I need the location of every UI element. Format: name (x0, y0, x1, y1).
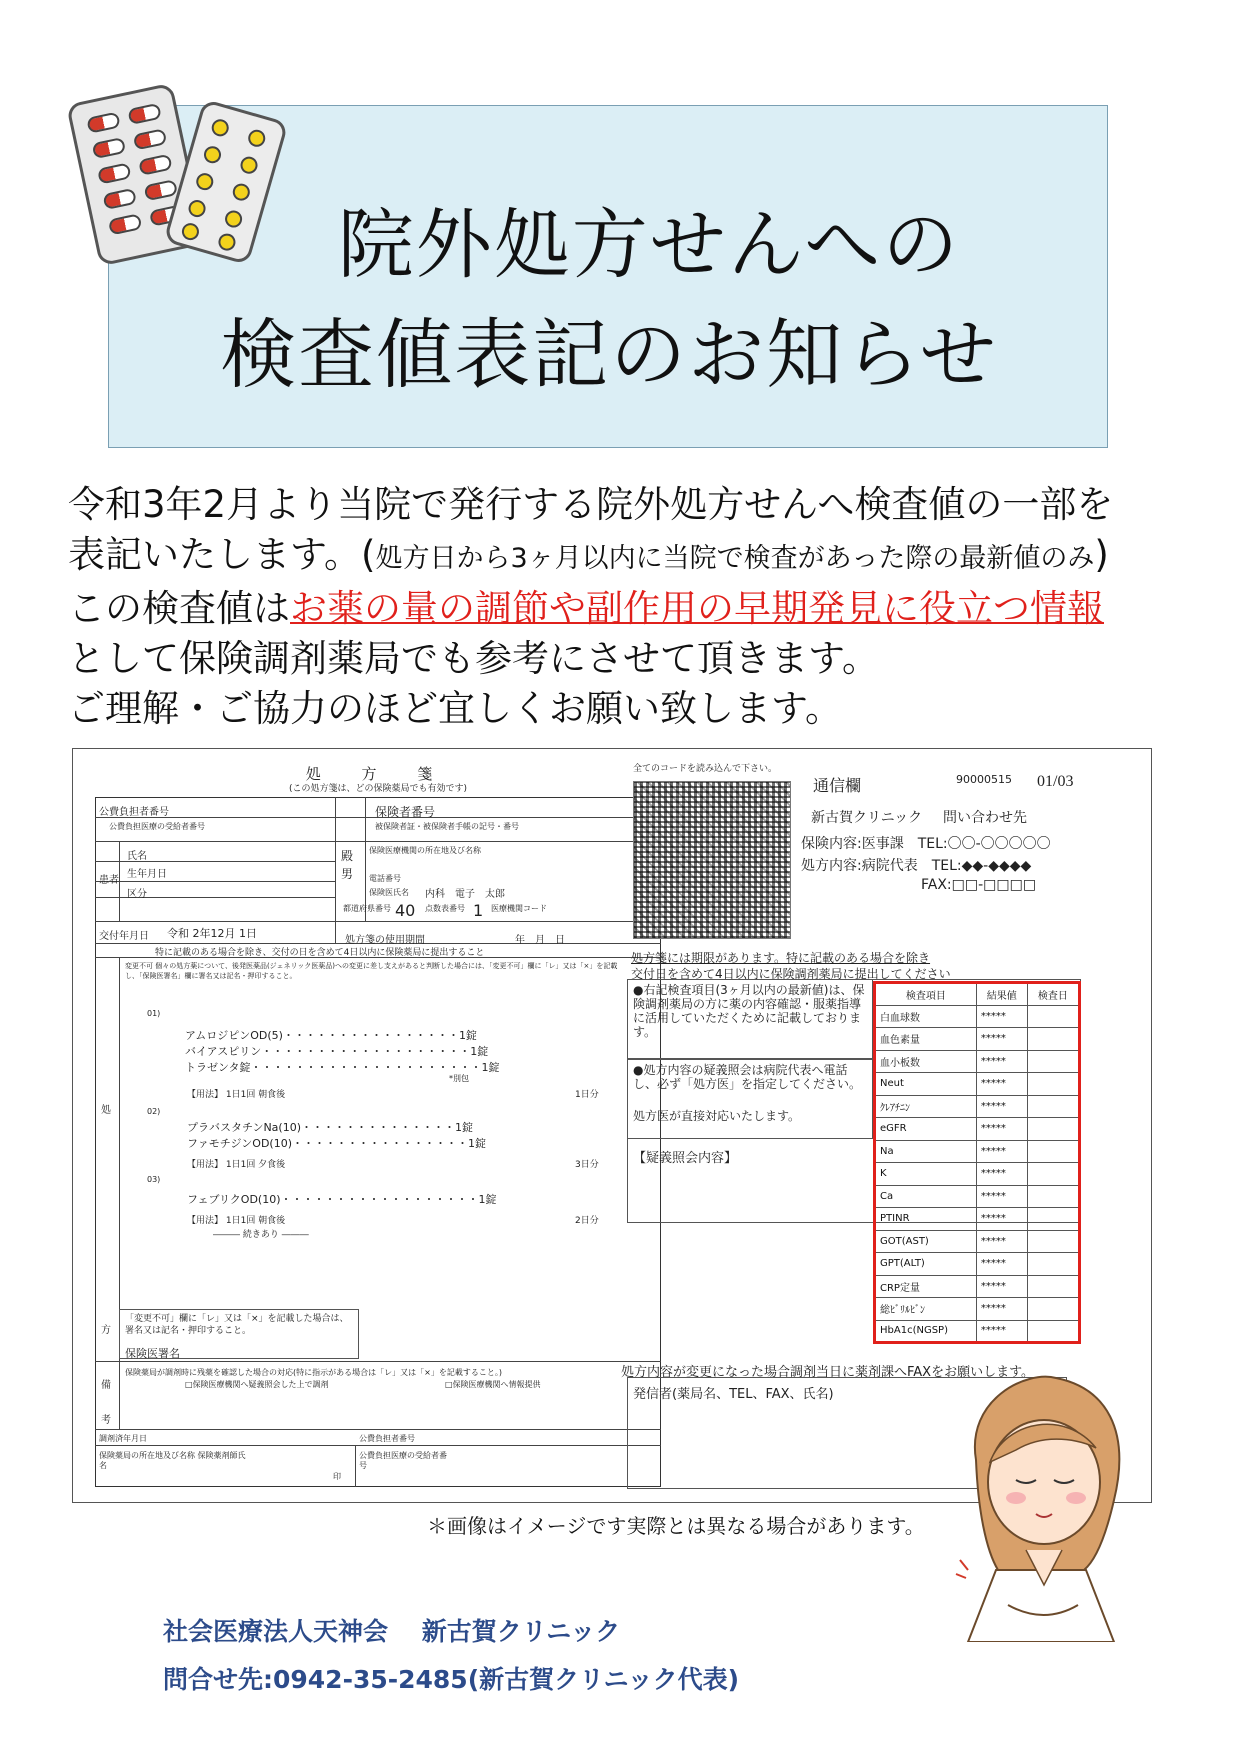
intro-line-1: 令和3年2月より当院で発行する院外処方せんへ検査値の一部を (68, 483, 1114, 526)
lab-cell-value: ***** (976, 1208, 1027, 1231)
form-subtitle: (この処方箋は、どの保険薬局でも有効です) (288, 784, 468, 794)
title-line-2: 検査値表記のお知らせ (220, 310, 998, 399)
lab-cell-value: ***** (976, 1298, 1027, 1321)
lab-cell-date (1027, 1185, 1079, 1208)
lab-cell-value: ***** (976, 1253, 1027, 1276)
lab-cell-date (1027, 1275, 1079, 1298)
lab-cell-item: Na (875, 1140, 977, 1163)
form-title: 処 方 箋 (305, 765, 451, 783)
lab-row (875, 1163, 1080, 1186)
image-note: ＊画像はイメージです実際とは異なる場合があります。 (427, 1514, 925, 1538)
lab-row (875, 1050, 1080, 1073)
comm-title: 通信欄 (813, 776, 862, 795)
lab-row (875, 1140, 1080, 1163)
lab-cell-date (1027, 1073, 1079, 1096)
lab-cell-value: ***** (976, 1185, 1027, 1208)
lab-cell-item: 血小板数 (875, 1050, 977, 1073)
lab-row (875, 1253, 1080, 1276)
lab-cell-date (1027, 1320, 1079, 1343)
qr-caption: 全てのコードを読み込んで下さい。 (633, 764, 778, 774)
intro-line-3: この検査値はお薬の量の調節や副作用の早期発見に役立つ情報 (68, 587, 1104, 630)
lab-results-table (873, 981, 1081, 1344)
lab-row (875, 1298, 1080, 1321)
lab-row (875, 1073, 1080, 1096)
lab-row (875, 1118, 1080, 1141)
lab-cell-value: ***** (976, 1320, 1027, 1343)
lab-cell-value: ***** (976, 1050, 1027, 1073)
intro-line-2: 表記いたします。(処方日から3ヶ月以内に当院で検査があった際の最新値のみ) (68, 533, 1109, 576)
lab-cell-date (1027, 1140, 1079, 1163)
lab-header-row: 検査項目 結果値 検査日 (875, 983, 1080, 1006)
lab-row (875, 1230, 1080, 1253)
lab-cell-item: CRP定量 (875, 1275, 977, 1298)
lab-cell-date (1027, 1118, 1079, 1141)
lab-cell-date (1027, 1230, 1079, 1253)
lab-row (875, 1320, 1080, 1343)
lab-cell-item: Neut (875, 1073, 977, 1096)
lab-row (875, 1028, 1080, 1051)
lab-cell-value: ***** (976, 1163, 1027, 1186)
lab-cell-date (1027, 1163, 1079, 1186)
title-line-1: 院外処方せんへの (337, 200, 961, 289)
lab-row (875, 1275, 1080, 1298)
intro-line-5: ご理解・ご協力のほど宜しくお願い致します。 (68, 687, 843, 730)
footer-contact: 問合せ先:0942-35-2485(新古賀クリニック代表) (163, 1665, 740, 1694)
highlighted-text: お薬の量の調節や副作用の早期発見に役立つ情報 (290, 587, 1104, 630)
qr-code (633, 781, 791, 939)
lab-cell-value: ***** (976, 1073, 1027, 1096)
lab-cell-value: ***** (976, 1005, 1027, 1028)
footer-organization: 社会医療法人天神会 新古賀クリニック (163, 1617, 621, 1646)
sender-label: 発信者(薬局名、TEL、FAX、氏名) (633, 1387, 834, 1402)
lab-cell-value: ***** (976, 1028, 1027, 1051)
lab-cell-date (1027, 1005, 1079, 1028)
lab-cell-item: 血色素量 (875, 1028, 977, 1051)
lab-cell-item: 白血球数 (875, 1005, 977, 1028)
intro-paragraph (68, 480, 1188, 734)
change-notice: 処方内容が変更になった場合調剤当日に薬剤課へFAXをお願いします。 (621, 1365, 1035, 1380)
intro-line-4: として保険調剤薬局でも参考にさせて頂きます。 (68, 637, 880, 680)
lab-cell-item: GPT(ALT) (875, 1253, 977, 1276)
lab-cell-date (1027, 1253, 1079, 1276)
lab-cell-item: ｸﾚｱﾁﾆﾝ (875, 1095, 977, 1118)
communication-panel: 全てのコードを読み込んで下さい。 通信欄 90000515 01/03 新古賀クリニック 問い合わせ先 保険内容:医事課 TEL:〇〇-〇〇〇〇〇 処方内容:病院代表 TEL:◆◆-◆◆◆◆ FAX:□□-□□□□ 処方箋には期限があります。特に記載のある場合を除き 交付日を含めて4日以内に保険調剤薬局に提出してください ●右記検査項目(3ヶ月以内の最新値)は、保険調剤薬局の方に薬の内容確認・服薬指導に活用していただくために記載しております。 ●処方内容の疑義照会は病院代表へ電話し、必ず「処方医」を指定してください。 処方医が直接対応いたします。 【疑義照会内容】 検査項目 結果値 検査日 白血球数 ***** 血色素量 ***** 血小板数 ***** Neut ***** ｸﾚｱﾁﾆﾝ ***** eGFR ***** Na ***** K ***** Ca ***** PTINR ***** GOT(AST) ***** GPT(ALT) ***** CRP定量 ***** 総ﾋﾞﾘﾙﾋﾞﾝ ***** HbA1c(NGSP) ***** 処方内容が変更になった場合調剤当日に薬剤課へFAXをお願いします。 発信者(薬局名、TEL、FAX、氏名) (621, 749, 1151, 1504)
lab-row (875, 1095, 1080, 1118)
lab-cell-value: ***** (976, 1230, 1027, 1253)
lab-row (875, 1185, 1080, 1208)
lab-cell-item: PTINR (875, 1208, 977, 1231)
lab-cell-date (1027, 1298, 1079, 1321)
lab-cell-item: eGFR (875, 1118, 977, 1141)
lab-row (875, 1005, 1080, 1028)
lab-cell-value: ***** (976, 1118, 1027, 1141)
woman-bowing-illustration (946, 1370, 1136, 1642)
lab-cell-item: K (875, 1163, 977, 1186)
lab-cell-item: HbA1c(NGSP) (875, 1320, 977, 1343)
lab-cell-date (1027, 1208, 1079, 1231)
lab-cell-date (1027, 1050, 1079, 1073)
lab-cell-item: GOT(AST) (875, 1230, 977, 1253)
lab-cell-value: ***** (976, 1095, 1027, 1118)
lab-cell-value: ***** (976, 1275, 1027, 1298)
lab-cell-date (1027, 1028, 1079, 1051)
lab-cell-date (1027, 1095, 1079, 1118)
lab-cell-item: Ca (875, 1185, 977, 1208)
prescription-form: 処 方 箋 (この処方箋は、どの保険薬局でも有効です) 公費負担者番号 保険者番号 公費負担医療の受給者番号 被保険者証・被保険者手帳の記号・番号 患者 氏名 生年月日 区分 殿 男 保険医療機関の所在地及び名称 電話番号 保険医氏名 内科 電子 太郎 都道府県番号 40 点数表番号 1 医療機関コード 交付年月日 令和 2年12月 1日 処方箋の使用期間 年 月 日 特に記載のある場合を除き、交付の日を含めて4日以内に保険薬局に提出すること 処 方 備 考 変更不可 個々の処方薬について、後発医薬品(ジェネリック医薬品)への変更に差し支えがあると判断した場合には、「変更不可」欄に「レ」又は「×」を記載し、「保険医署名」欄に署名又は記名・押印すること。 01) アムロジピンOD(5)・・・・・・・・・・・・・・・・1錠 バイアスピリン・・・・・・・・・・・・・・・・・・・1錠 トラゼンタ錠・・・・・・・・・・・・・・・・・・・・・1錠 *別包 【用法】 1日1回 朝食後 1日分 02) プラバスタチンNa(10)・・・・・・・・・・・・・・1錠 ファモチジンOD(10)・・・・・・・・・・・・・・・・1錠 【用法】 1日1回 夕食後 3日分 03) フェブリクOD(10)・・・・・・・・・・・・・・・・・・1錠 【用法】 1日1回 朝食後 2日分 ――― 続きあり ――― 「変更不可」欄に「レ」又は「×」を記載した場合は、署名又は記名・押印すること。 保険医署名 保険薬局が調剤時に残薬を確認した場合の対応(特に指示がある場合は「レ」又は「×」を記載すること。) □保険医療機関へ疑義照会した上で調剤 □保険医療機関へ情報提供 調剤済年月日 公費負担者番号 保険薬局の所在地及び名称 保険薬剤師氏名 印 公費負担医療の受給者番号 (95, 761, 661, 1491)
lab-cell-item: 総ﾋﾞﾘﾙﾋﾞﾝ (875, 1298, 977, 1321)
lab-cell-value: ***** (976, 1140, 1027, 1163)
lab-row (875, 1208, 1080, 1231)
